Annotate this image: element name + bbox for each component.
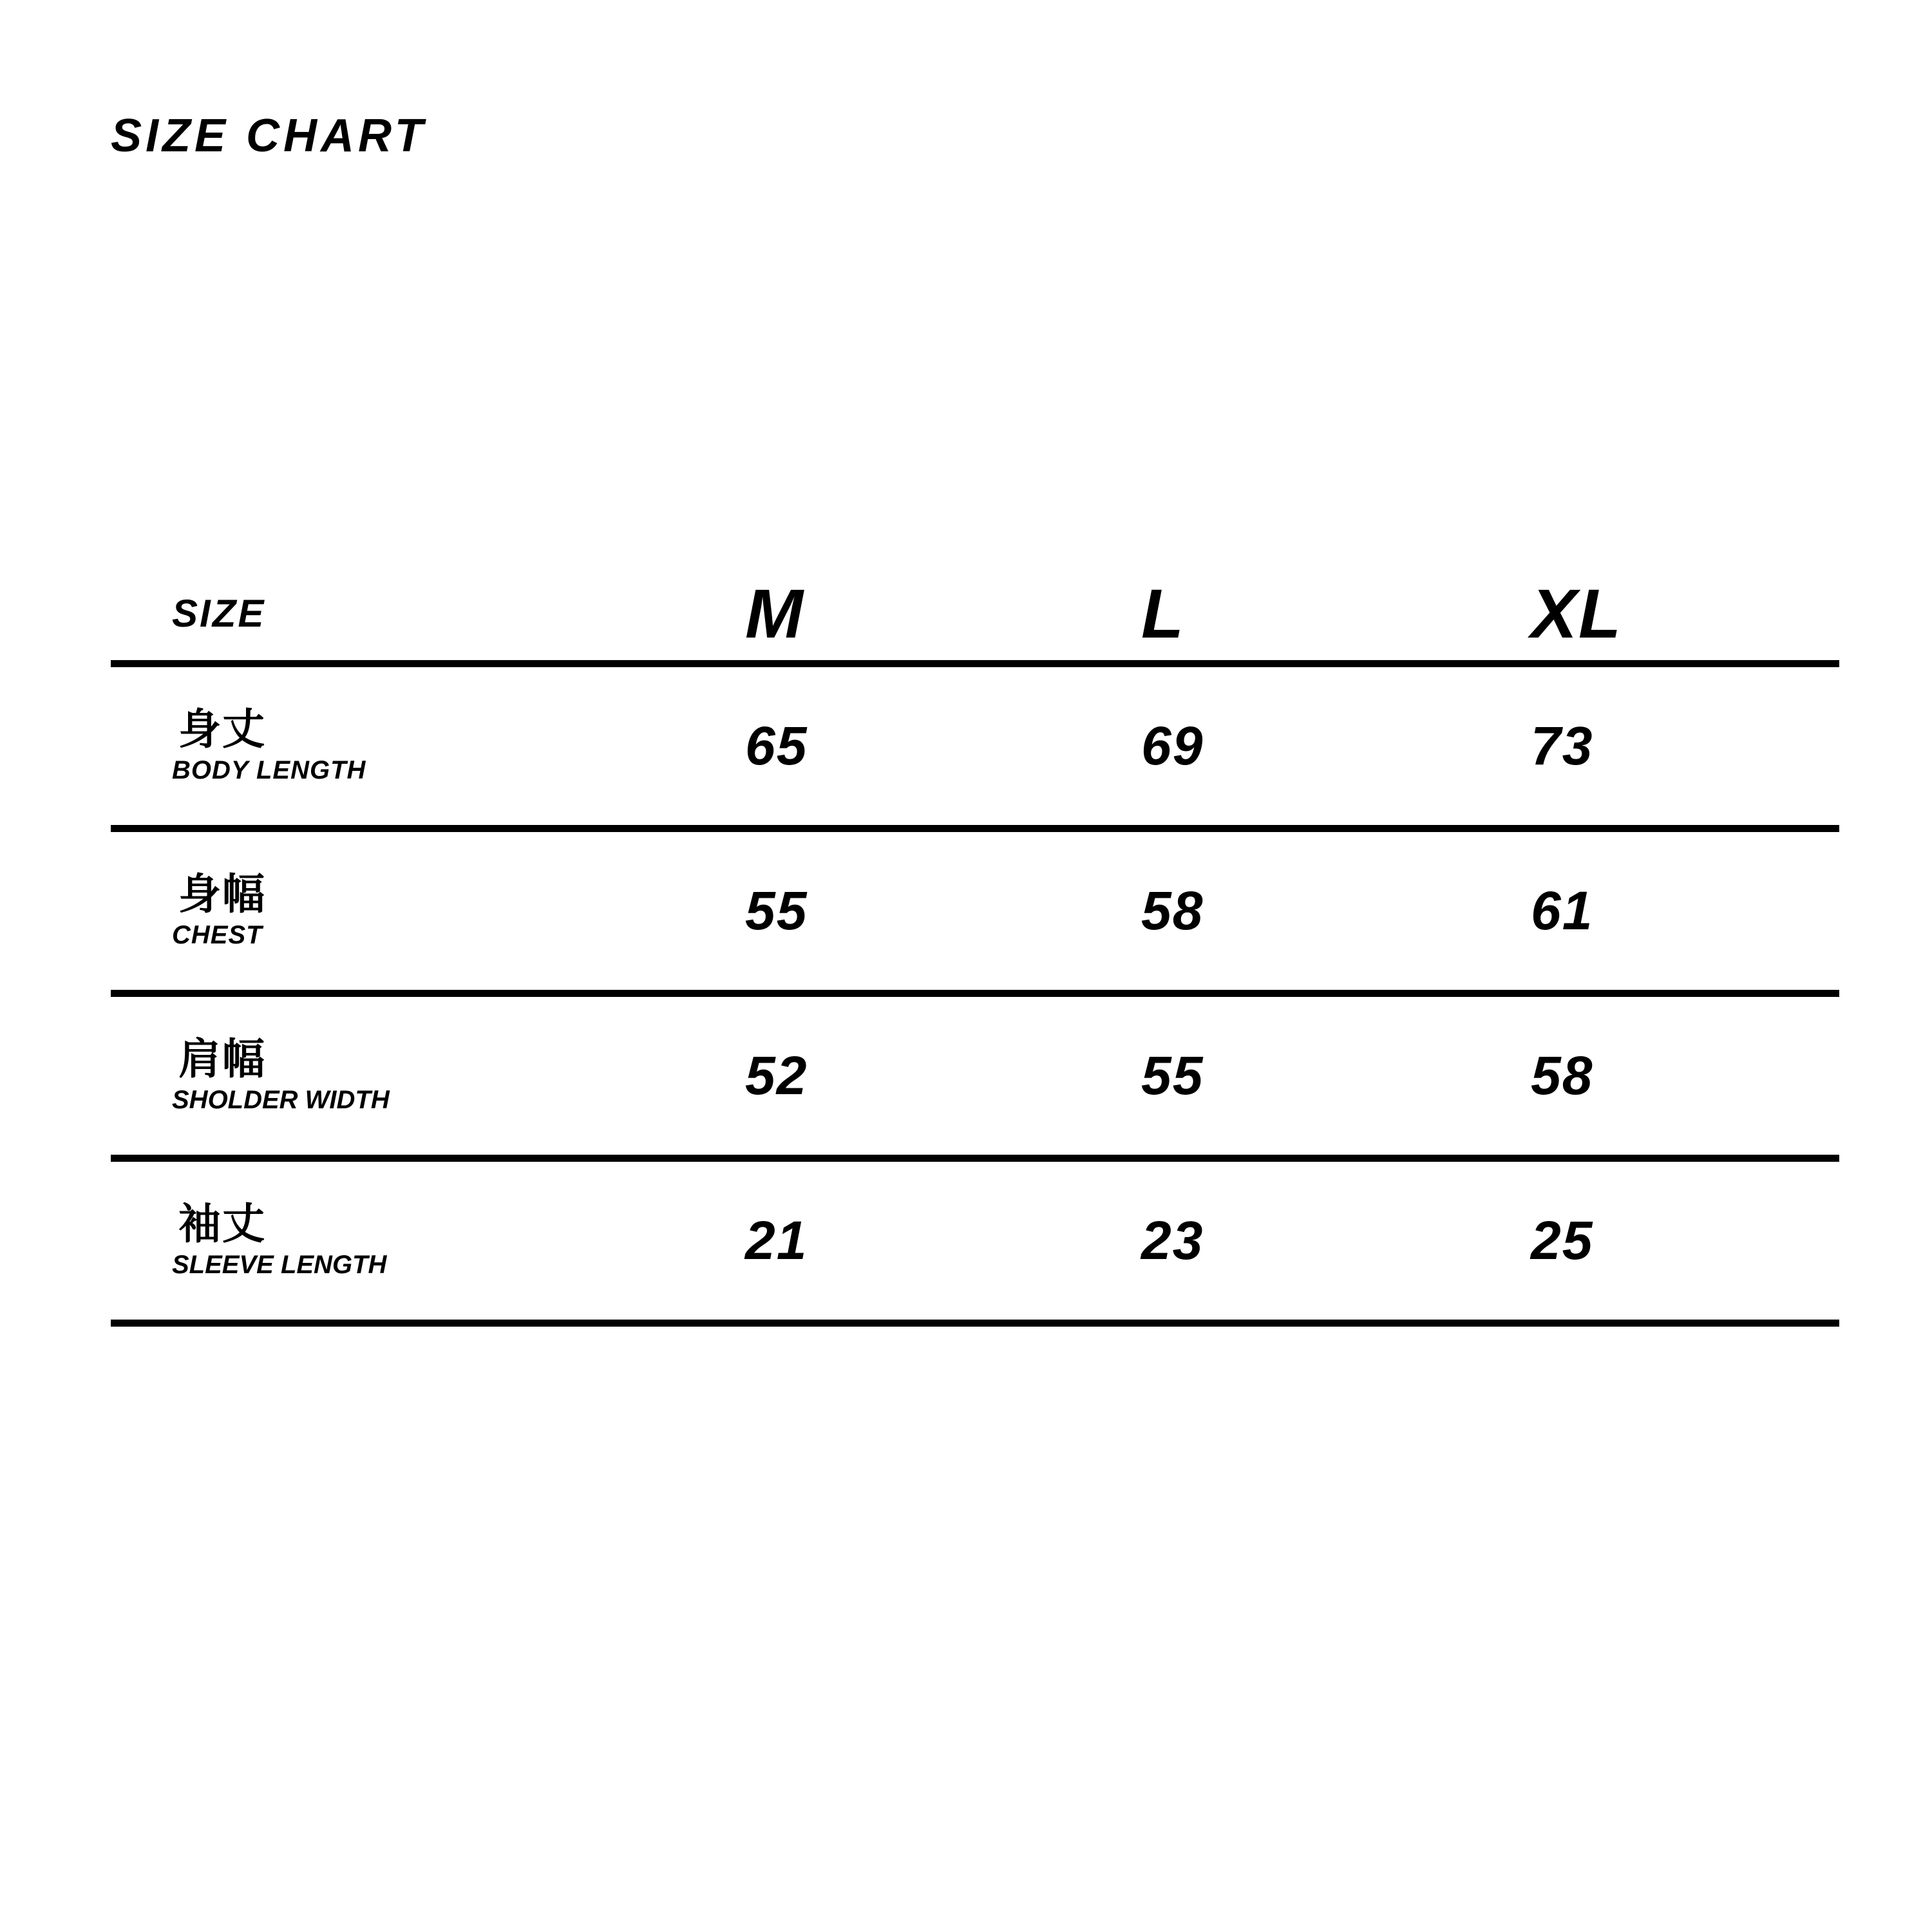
row-label-chest [111,869,626,949]
row-label-en: BODY LENGTH [172,755,366,784]
row-label-en: SLEEVE LENGTH [172,1250,387,1279]
cell-shoulder-width-xl: 58 [1531,1045,1594,1106]
page-title: SIZE CHART [111,110,427,162]
table-row [111,667,1839,825]
cell-sleeve-length-m: 21 [745,1210,808,1271]
table-rule [111,1155,1839,1162]
row-label-jp: 肩幅 [178,1034,266,1084]
cell-chest-l: 58 [1141,880,1204,941]
row-label-shoulder-width [111,1034,626,1114]
table-rule [111,825,1839,832]
table-row [111,997,1839,1155]
cell-shoulder-width-l: 55 [1141,1045,1204,1106]
cell-shoulder-width-m: 52 [745,1045,808,1106]
cell-chest-xl: 61 [1531,880,1594,941]
table-rule [111,660,1839,667]
table-rule [111,990,1839,997]
row-label-jp: 袖丈 [178,1199,266,1249]
table-row [111,1162,1839,1320]
cell-chest-m: 55 [745,880,808,941]
cell-body-length-m: 65 [745,715,808,776]
row-label-sleeve-length [111,1199,626,1279]
row-label-en: CHEST [172,920,263,949]
header-column-xl: XL [1531,574,1623,652]
row-label-jp: 身丈 [178,705,266,755]
table-rule [111,1320,1839,1327]
row-label-body-length [111,707,626,784]
header-size-label: SIZE [172,592,266,635]
row-label-en: SHOLDER WIDTH [172,1085,390,1114]
header-column-m: M [745,574,804,652]
cell-sleeve-length-xl: 25 [1531,1210,1594,1271]
table-row [111,832,1839,990]
cell-sleeve-length-l: 23 [1141,1210,1204,1271]
row-label-jp: 身幅 [178,869,266,920]
size-chart-table [111,567,1839,1327]
table-header-row [111,567,1839,660]
cell-body-length-xl: 73 [1531,715,1594,776]
cell-body-length-l: 69 [1141,715,1204,776]
header-column-l: L [1141,574,1185,652]
